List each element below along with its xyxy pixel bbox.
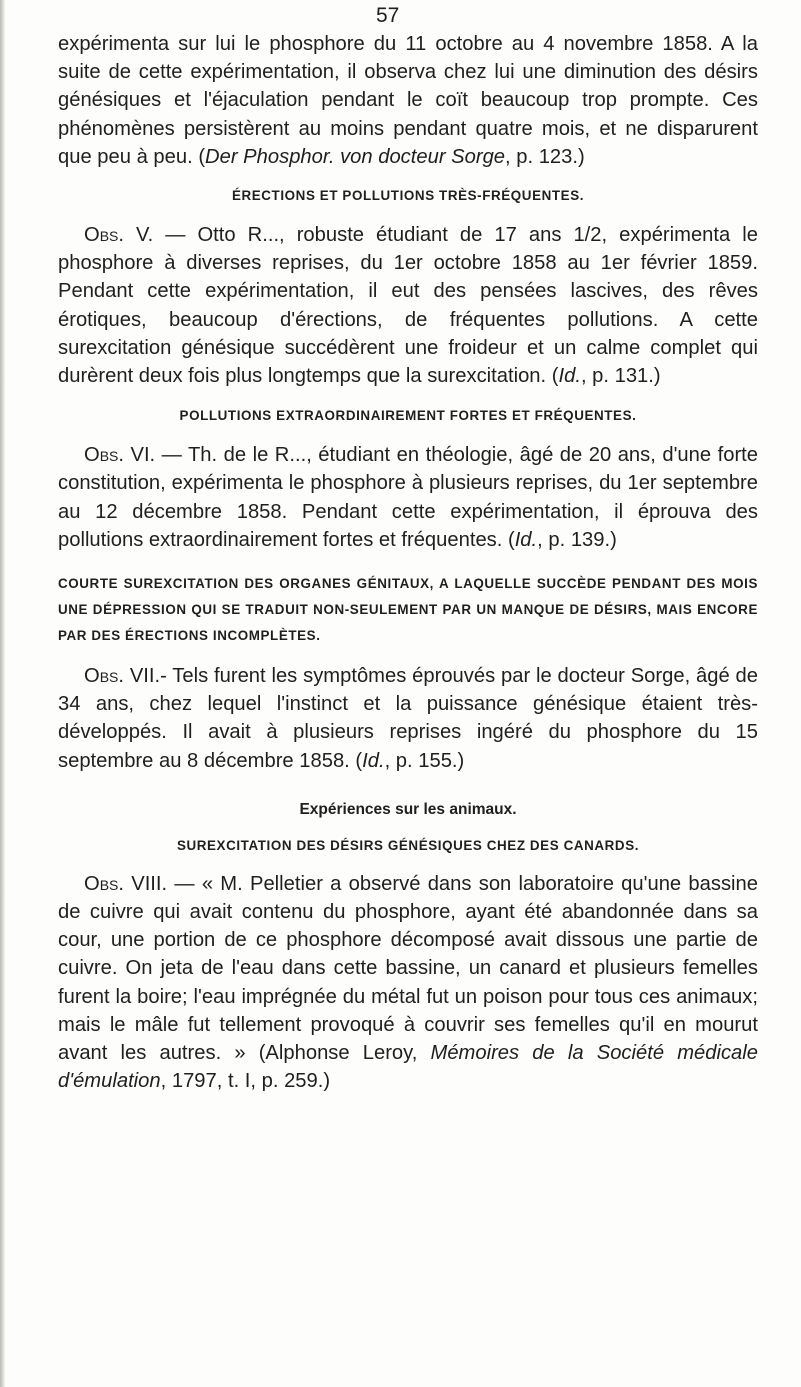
page-body xyxy=(58,30,758,1095)
section-title-animals: Expériences sur les animaux. xyxy=(299,800,517,818)
citation-tail: , 1797, t. I, p. 259.) xyxy=(160,1070,331,1093)
citation-title: Id. xyxy=(362,749,385,772)
observation-8 xyxy=(58,870,758,1096)
citation-tail: , p. 139.) xyxy=(537,528,617,551)
observation-label: Obs. VI. xyxy=(84,444,156,467)
citation-title: Mémoires de la Société médicale d'émulation xyxy=(58,1042,759,1093)
observation-label: Obs. VIII. xyxy=(84,872,168,895)
observation-label: Obs. VII. xyxy=(84,665,161,688)
page-number: 57 xyxy=(376,4,400,27)
citation-title: Id. xyxy=(514,528,538,551)
subheading-canards: SUREXCITATION DES DÉSIRS GÉNÉSIQUES CHEZ DES CANARDS. xyxy=(176,837,640,853)
observation-label: Obs. V. xyxy=(84,224,154,247)
observation-text: — « M. Pelletier a observé dans son laboratoire qu'une bassine de cuivre qui avait contenu du phosphore, ayant été abandonnée dans sa cour, une portion de ce phosphore décomposé avait dissous une partie de cuivre. On jeta de l'eau dans cette bassine, un canard et plusieurs femelles furent la boire; l'eau imprégnée du métal fut un poison pour tous ces animaux; mais le mâle fut tellement provoqué à couvrir ses femelles qu'il en mourut avant les autres. » (Alphonse Leroy, xyxy=(58,872,758,1065)
observation-text: — Otto R..., robuste étudiant de 17 ans 1/2, expérimenta le phosphore à diverses reprises, du 1er octobre 1858 au 1er février 1859. Pendant cette expérimentation, il eut des pensées lascives, des rêves érotiques, beaucoup d'érections, de fréquentes pollutions. A cette surexcitation génésique succédèrent une froideur et un calme complet qui durèrent deux fois plus longtemps que la surexcitation. ( xyxy=(58,224,758,388)
subheading-pollutions: POLLUTIONS EXTRAORDINAIREMENT FORTES ET FRÉQUENTES. xyxy=(179,408,637,424)
citation-title: Id. xyxy=(558,365,581,388)
observation-text: - Tels furent les symptômes éprouvés par le docteur Sorge, âgé de 34 ans, chez lequel l'instinct et la puissance génésique étaient très-développés. Il avait à plusieurs reprises ingéré du phosphore du 15 septembre au 8 décembre 1858. ( xyxy=(58,665,758,772)
citation-tail: , p. 123.) xyxy=(505,145,585,168)
paragraph-continuation xyxy=(58,30,758,171)
paragraph-text: expérimenta sur lui le phosphore du 11 octobre au 4 novembre 1858. A la suite de cette expérimentation, il observa chez lui une diminution des désirs génésiques et l'éjaculation pendant le coït beaucoup trop prompte. Ces phénomènes persistèrent au moins pendant quatre mois, et ne disparurent que peu à peu. ( xyxy=(58,33,758,168)
citation-tail: , p. 155.) xyxy=(384,749,465,772)
observation-text: — Th. de le R..., étudiant en théologie, âgé de 20 ans, d'une forte constitution, expérimenta le phosphore à plusieurs reprises, du 1er septembre au 12 décembre 1858. Pendant cette expérimentation, il éprouva des pollutions extraordinairement fortes et fréquentes. ( xyxy=(58,444,758,551)
page-edge-shadow xyxy=(0,0,5,1387)
subheading-erections: ÉRECTIONS ET POLLUTIONS TRÈS-FRÉQUENTES. xyxy=(231,188,585,204)
observation-5 xyxy=(58,221,758,390)
observation-7 xyxy=(58,662,758,775)
subheading-depression: COURTE SUREXCITATION DES ORGANES GÉNITAUX, A LAQUELLE SUCCÈDE PENDANT DES MOIS UNE DÉPRESSION QUI SE TRADUIT NON-SEULEMENT PAR UN MANQUE DE DÉSIRS, MAIS ENCORE PAR DES ÉRECTIONS INCOMPLÈTES. xyxy=(58,576,758,644)
observation-6 xyxy=(58,441,758,554)
citation-tail: , p. 131.) xyxy=(580,365,661,388)
citation-title: Der Phosphor. von docteur Sorge xyxy=(205,145,506,168)
